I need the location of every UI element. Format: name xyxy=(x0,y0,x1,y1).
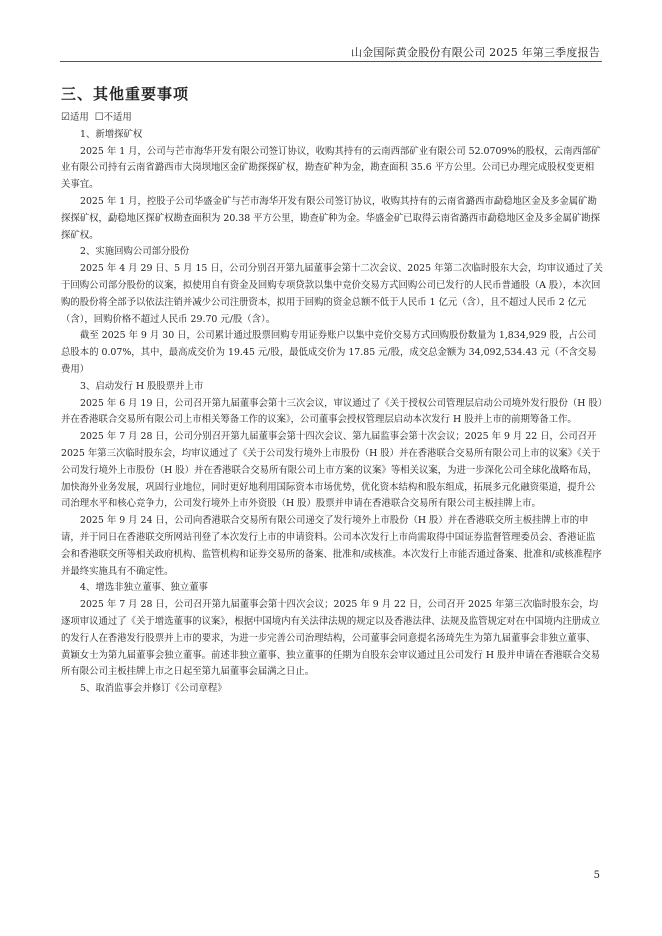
item-heading-5: 5、取消监事会并修订《公司章程》 xyxy=(80,683,227,695)
unchecked-box-icon: ☐ xyxy=(94,112,104,123)
checked-box-icon: ☑ xyxy=(61,112,70,123)
paragraph: 2025 年 1 月，公司与芒市海华开发有限公司签订协议，收购其持有的云南西部矿业有限公司 52.0709%的股权，云南西部矿业有限公司持有云南省潞西市大岗坝地区金矿勘探探矿权，勘查矿种为金，勘查面积 35.6 平方公里。公司已办理完成股权变更相关事宜。 xyxy=(61,145,601,191)
paragraph: 2025 年 6 月 19 日，公司召开第九届董事会第十三次会议，审议通过了《关于授权公司管理层启动公司境外发行股份（H 股）并在香港联合交易所有限公司上市相关筹备工作的议案》，公司董事会授权管理层启动本次发行 H 股并上市的前期筹备工作。 xyxy=(61,397,603,426)
paragraph: 2025 年 7 月 28 日，公司召开第九届董事会第十四次会议；2025 年 9 月 22 日，公司召开 2025 年第三次临时股东会，均逐项审议通过了《关于增选董事的议案》，根据中国境内有关法律法规的规定以及香港法律、法规及监管规定对在中国境内注册成立的发行人在香港发行股票并上市的要求，为进一步完善公司治理结构，公司董事会同意提名汤琦先生为第九届董事会非独立董事、黄颖女士为第九届董事会独立董事。前述非独立董事、独立董事的任期为自股东会审议通过且公司发行 H 股并申请在香港联合交易所有限公司主板挂牌上市之日起至第九届董事会届满之日止。 xyxy=(61,599,601,678)
header-rule xyxy=(60,61,602,62)
item-heading-1: 1、新增探矿权 xyxy=(80,128,143,140)
paragraph: 2025 年 1 月，控股子公司华盛金矿与芒市海华开发有限公司签订协议，收购其持有的云南省潞西市勐稳地区金及多金属矿勘探探矿权，勐稳地区探矿权勘查面积为 20.38 平方公里，勘查矿种为金。华盛金矿已取得云南省潞西市勐稳地区金及多金属矿勘探探矿权。 xyxy=(61,195,601,241)
item-heading-2: 2、实施回购公司部分股份 xyxy=(80,246,190,258)
paragraph: 2025 年 7 月 28 日，公司分别召开第九届董事会第十四次会议、第九届监事会第十次会议；2025 年 9 月 22 日，公司召开 2025 年第三次临时股东会，均审议通过了《关于公司发行境外上市股份（H 股）并在香港联合交易所有限公司上市的议案》《关于公司发行境外上市股份（H 股）并在香港联合交易所有限公司上市方案的议案》等相关议案，为进一步深化公司全球化战略布局，加快海外业务发展，巩固行业地位，同时更好地利用国际资本市场优势，优化资本结构和股东组成，拓展多元化融资渠道，提升公司治理水平和核心竞争力，公司发行境外上市外资股（H 股）股票并申请在香港联合交易所有限公司主板挂牌上市。 xyxy=(61,431,601,510)
paragraph: 2025 年 9 月 24 日，公司向香港联合交易所有限公司递交了发行境外上市股份（H 股）并在香港联交所主板挂牌上市的申请，并于同日在香港联交所网站刊登了本次发行上市的申请资料。公司本次发行上市尚需取得中国证券监督管理委员会、香港证监会和香港联交所等相关政府机构、监管机构和证券交易所的备案、批准和/或核准。本次发行上市能否通过备案、批准和/或核准程序并最终实施具有不确定性。 xyxy=(61,515,602,577)
item-heading-3: 3、启动发行 H 股股票并上市 xyxy=(80,380,204,392)
paragraph: 2025 年 4 月 29 日、5 月 15 日，公司分别召开第九届董事会第十二次会议、2025 年第二次临时股东大会，均审议通过了关于回购公司部分股份的议案，拟使用自有资金及回购专项贷款以集中竞价交易方式回购公司已发行的人民币普通股（A 股），本次回购的股份将全部予以依法注销并减少公司注册资本，拟用于回购的资金总额不低于人民币 1 亿元（含），且不超过人民币 2 亿元（含），回购价格不超过人民币 29.70 元/股（含）。 xyxy=(61,263,603,325)
item-heading-4: 4、增选非独立董事、独立董事 xyxy=(80,582,208,594)
applicable-label: 适用 xyxy=(69,112,89,123)
paragraph: 截至 2025 年 9 月 30 日，公司累计通过股票回购专用证券账户以集中竞价交易方式回购股份数量为 1,834,929 股，占公司总股本的 0.07%，其中，最高成交价为 19.45 元/股，最低成交价为 17.85 元/股，成交总金额为 34,092,534.43 元（不含交易费用） xyxy=(61,330,597,375)
header-title: 山金国际黄金股份有限公司 2025 年第三季度报告 xyxy=(351,46,600,59)
not-applicable-label: 不适用 xyxy=(103,112,132,123)
section-title: 三、其他重要事项 xyxy=(61,85,190,103)
applicability-line xyxy=(61,110,603,127)
document-body xyxy=(61,110,603,698)
page-number: 5 xyxy=(593,870,600,881)
